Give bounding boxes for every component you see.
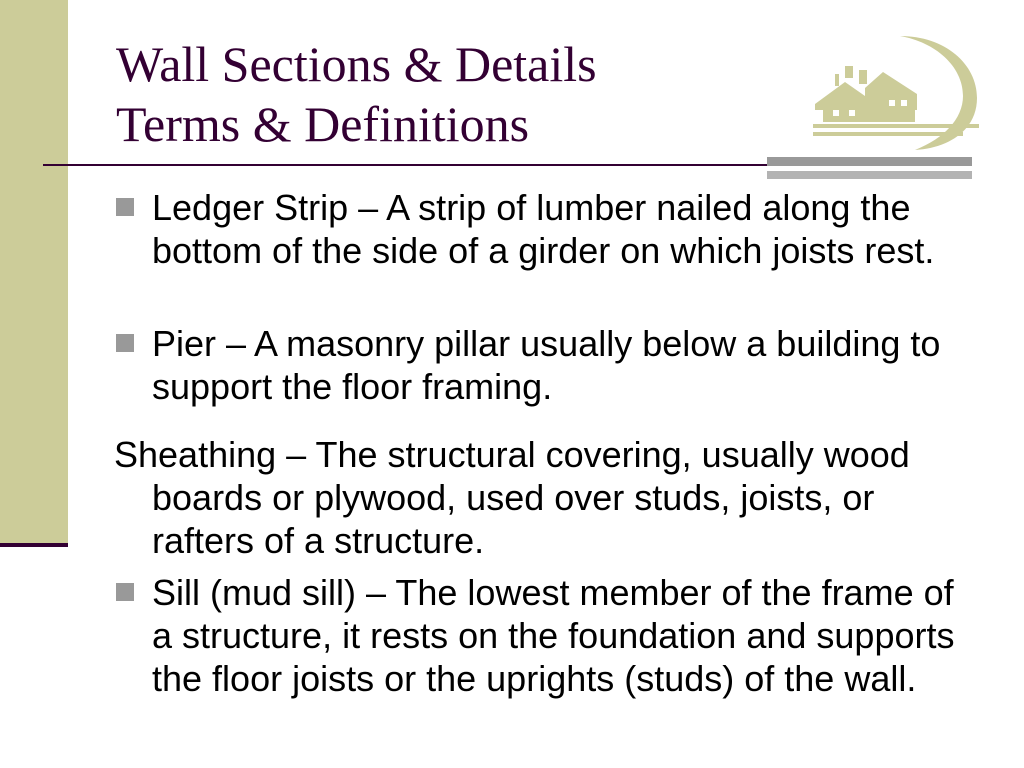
paragraph-text: Sheathing – The structural covering, usually wood boards or plywood, used over studs, joists, or rafters of a structure. <box>114 434 910 561</box>
bullet-ledger-strip <box>152 186 972 272</box>
bullet-square-icon <box>116 334 134 352</box>
bullet-text: Ledger Strip – A strip of lumber nailed along the bottom of the side of a girder on which joists rest. <box>152 187 935 271</box>
house-logo-icon <box>805 30 983 152</box>
bullet-square-icon <box>116 198 134 216</box>
slide-title <box>116 34 597 154</box>
title-line-2: Terms & Definitions <box>116 96 530 152</box>
left-accent-line <box>0 543 68 547</box>
accent-bar-top <box>767 157 972 166</box>
accent-bar-bottom <box>767 171 972 179</box>
bullet-square-icon <box>116 583 134 601</box>
left-accent-bar <box>0 0 68 543</box>
bullet-sill <box>152 571 972 700</box>
title-divider <box>43 164 767 166</box>
paragraph-sheathing <box>114 433 974 562</box>
bullet-text: Pier – A masonry pillar usually below a building to support the floor framing. <box>152 323 941 407</box>
bullet-text: Sill (mud sill) – The lowest member of the frame of a structure, it rests on the foundation and supports the floor joists or the uprights (studs) of the wall. <box>152 572 955 699</box>
title-line-1: Wall Sections & Details <box>116 36 597 92</box>
bullet-pier <box>152 322 972 408</box>
